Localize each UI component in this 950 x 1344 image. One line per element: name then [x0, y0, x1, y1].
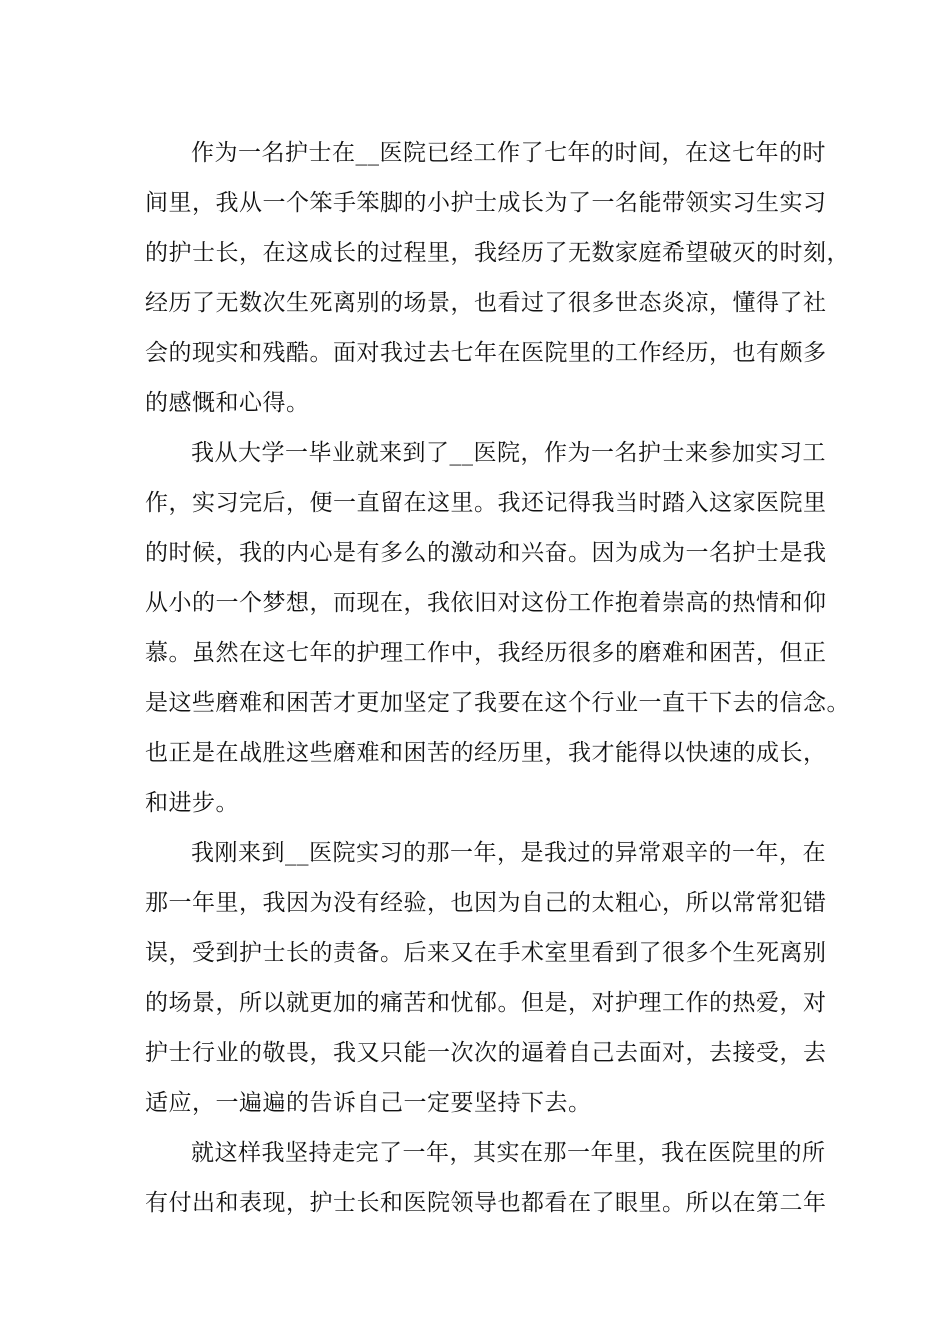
paragraph-2-line-8: 和进步。 [145, 790, 239, 816]
paragraph-1-line-2: 间里，我从一个笨手笨脚的小护士成长为了一名能带领实习生实习 [145, 190, 827, 216]
paragraph-3-line-1: 我刚来到__医院实习的那一年，是我过的异常艰辛的一年，在 [191, 840, 826, 866]
paragraph-2-line-5: 慕。虽然在这七年的护理工作中，我经历很多的磨难和困苦，但正 [145, 640, 827, 666]
paragraph-3-line-5: 护士行业的敬畏，我又只能一次次的逼着自己去面对，去接受，去 [145, 1040, 827, 1066]
paragraph-2-line-1: 我从大学一毕业就来到了__医院，作为一名护士来参加实习工 [191, 440, 826, 466]
paragraph-4-line-2: 有付出和表现，护士长和医院领导也都看在了眼里。所以在第二年 [145, 1190, 827, 1216]
paragraph-4-line-1: 就这样我坚持走完了一年，其实在那一年里，我在医院里的所 [191, 1140, 826, 1166]
paragraph-2-line-6: 是这些磨难和困苦才更加坚定了我要在这个行业一直干下去的信念。 [145, 690, 850, 716]
paragraph-2-line-3: 的时候，我的内心是有多么的激动和兴奋。因为成为一名护士是我 [145, 540, 827, 566]
paragraph-2-line-4: 从小的一个梦想，而现在，我依旧对这份工作抱着崇高的热情和仰 [145, 590, 827, 616]
paragraph-2-line-7: 也正是在战胜这些磨难和困苦的经历里，我才能得以快速的成长， [145, 740, 827, 766]
paragraph-3-line-2: 那一年里，我因为没有经验，也因为自己的太粗心，所以常常犯错 [145, 890, 827, 916]
paragraph-1-line-1: 作为一名护士在__医院已经工作了七年的时间，在这七年的时 [191, 140, 826, 166]
paragraph-1-line-5: 会的现实和残酷。面对我过去七年在医院里的工作经历，也有颇多 [145, 340, 827, 366]
paragraph-3-line-6: 适应，一遍遍的告诉自己一定要坚持下去。 [145, 1090, 592, 1116]
paragraph-2-line-2: 作，实习完后，便一直留在这里。我还记得我当时踏入这家医院里 [145, 490, 827, 516]
paragraph-3-line-3: 误，受到护士长的责备。后来又在手术室里看到了很多个生死离别 [145, 940, 827, 966]
paragraph-1-line-6: 的感慨和心得。 [145, 390, 310, 416]
paragraph-1-line-4: 经历了无数次生死离别的场景，也看过了很多世态炎凉，懂得了社 [145, 290, 827, 316]
paragraph-1-line-3: 的护士长，在这成长的过程里，我经历了无数家庭希望破灭的时刻， [145, 240, 850, 266]
paragraph-3-line-4: 的场景，所以就更加的痛苦和忧郁。但是，对护理工作的热爱，对 [145, 990, 827, 1016]
